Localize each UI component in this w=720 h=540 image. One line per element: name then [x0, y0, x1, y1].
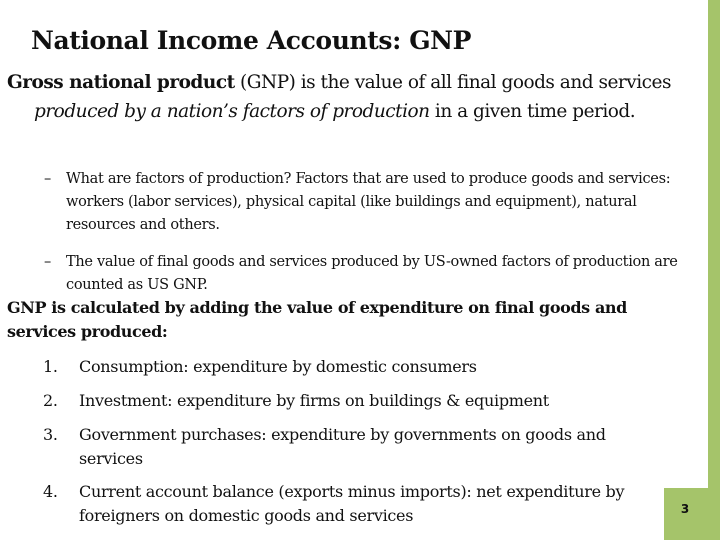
- numbered-item: [43, 355, 673, 379]
- numbered-item: [43, 480, 673, 528]
- bullet-dash: –: [44, 254, 51, 270]
- slide-title: National Income Accounts: GNP: [31, 26, 471, 55]
- item-text: Current account balance (exports minus imports): net expenditure by foreigners on domestic goods and services: [79, 482, 625, 525]
- bullet-dash: –: [44, 171, 51, 187]
- item-number: 2.: [43, 391, 58, 410]
- item-number: 3.: [43, 425, 58, 444]
- item-text: Government purchases: expenditure by governments on goods and services: [79, 425, 606, 468]
- definition-term: Gross national product: [7, 72, 235, 93]
- sub-bullet-text: The value of final goods and services produced by US-owned factors of production are counted as US GNP.: [66, 254, 678, 293]
- item-number: 4.: [43, 482, 58, 501]
- item-text: Investment: expenditure by firms on buildings & equipment: [79, 391, 549, 410]
- sub-bullet-text: What are factors of production? Factors that are used to produce goods and services: workers (labor services), physical capital (like buildings and equipment), natural resources and others.: [66, 171, 671, 233]
- definition-paragraph: [7, 68, 687, 126]
- sub-bullet: [44, 251, 680, 297]
- calculation-statement: GNP is calculated by adding the value of expenditure on final goods and services produced:: [7, 298, 627, 341]
- definition-text-1: (GNP) is the value of all final goods and services: [234, 72, 671, 93]
- definition-italic: produced by a nation’s factors of production: [34, 101, 430, 122]
- sub-bullet: [44, 168, 680, 237]
- definition-text-2: in a given time period.: [429, 101, 636, 122]
- item-number: 1.: [43, 357, 58, 376]
- numbered-item: [43, 423, 673, 471]
- page-number: 3: [680, 502, 690, 516]
- item-text: Consumption: expenditure by domestic consumers: [79, 357, 477, 376]
- numbered-item: [43, 389, 673, 413]
- accent-bar: [708, 0, 720, 488]
